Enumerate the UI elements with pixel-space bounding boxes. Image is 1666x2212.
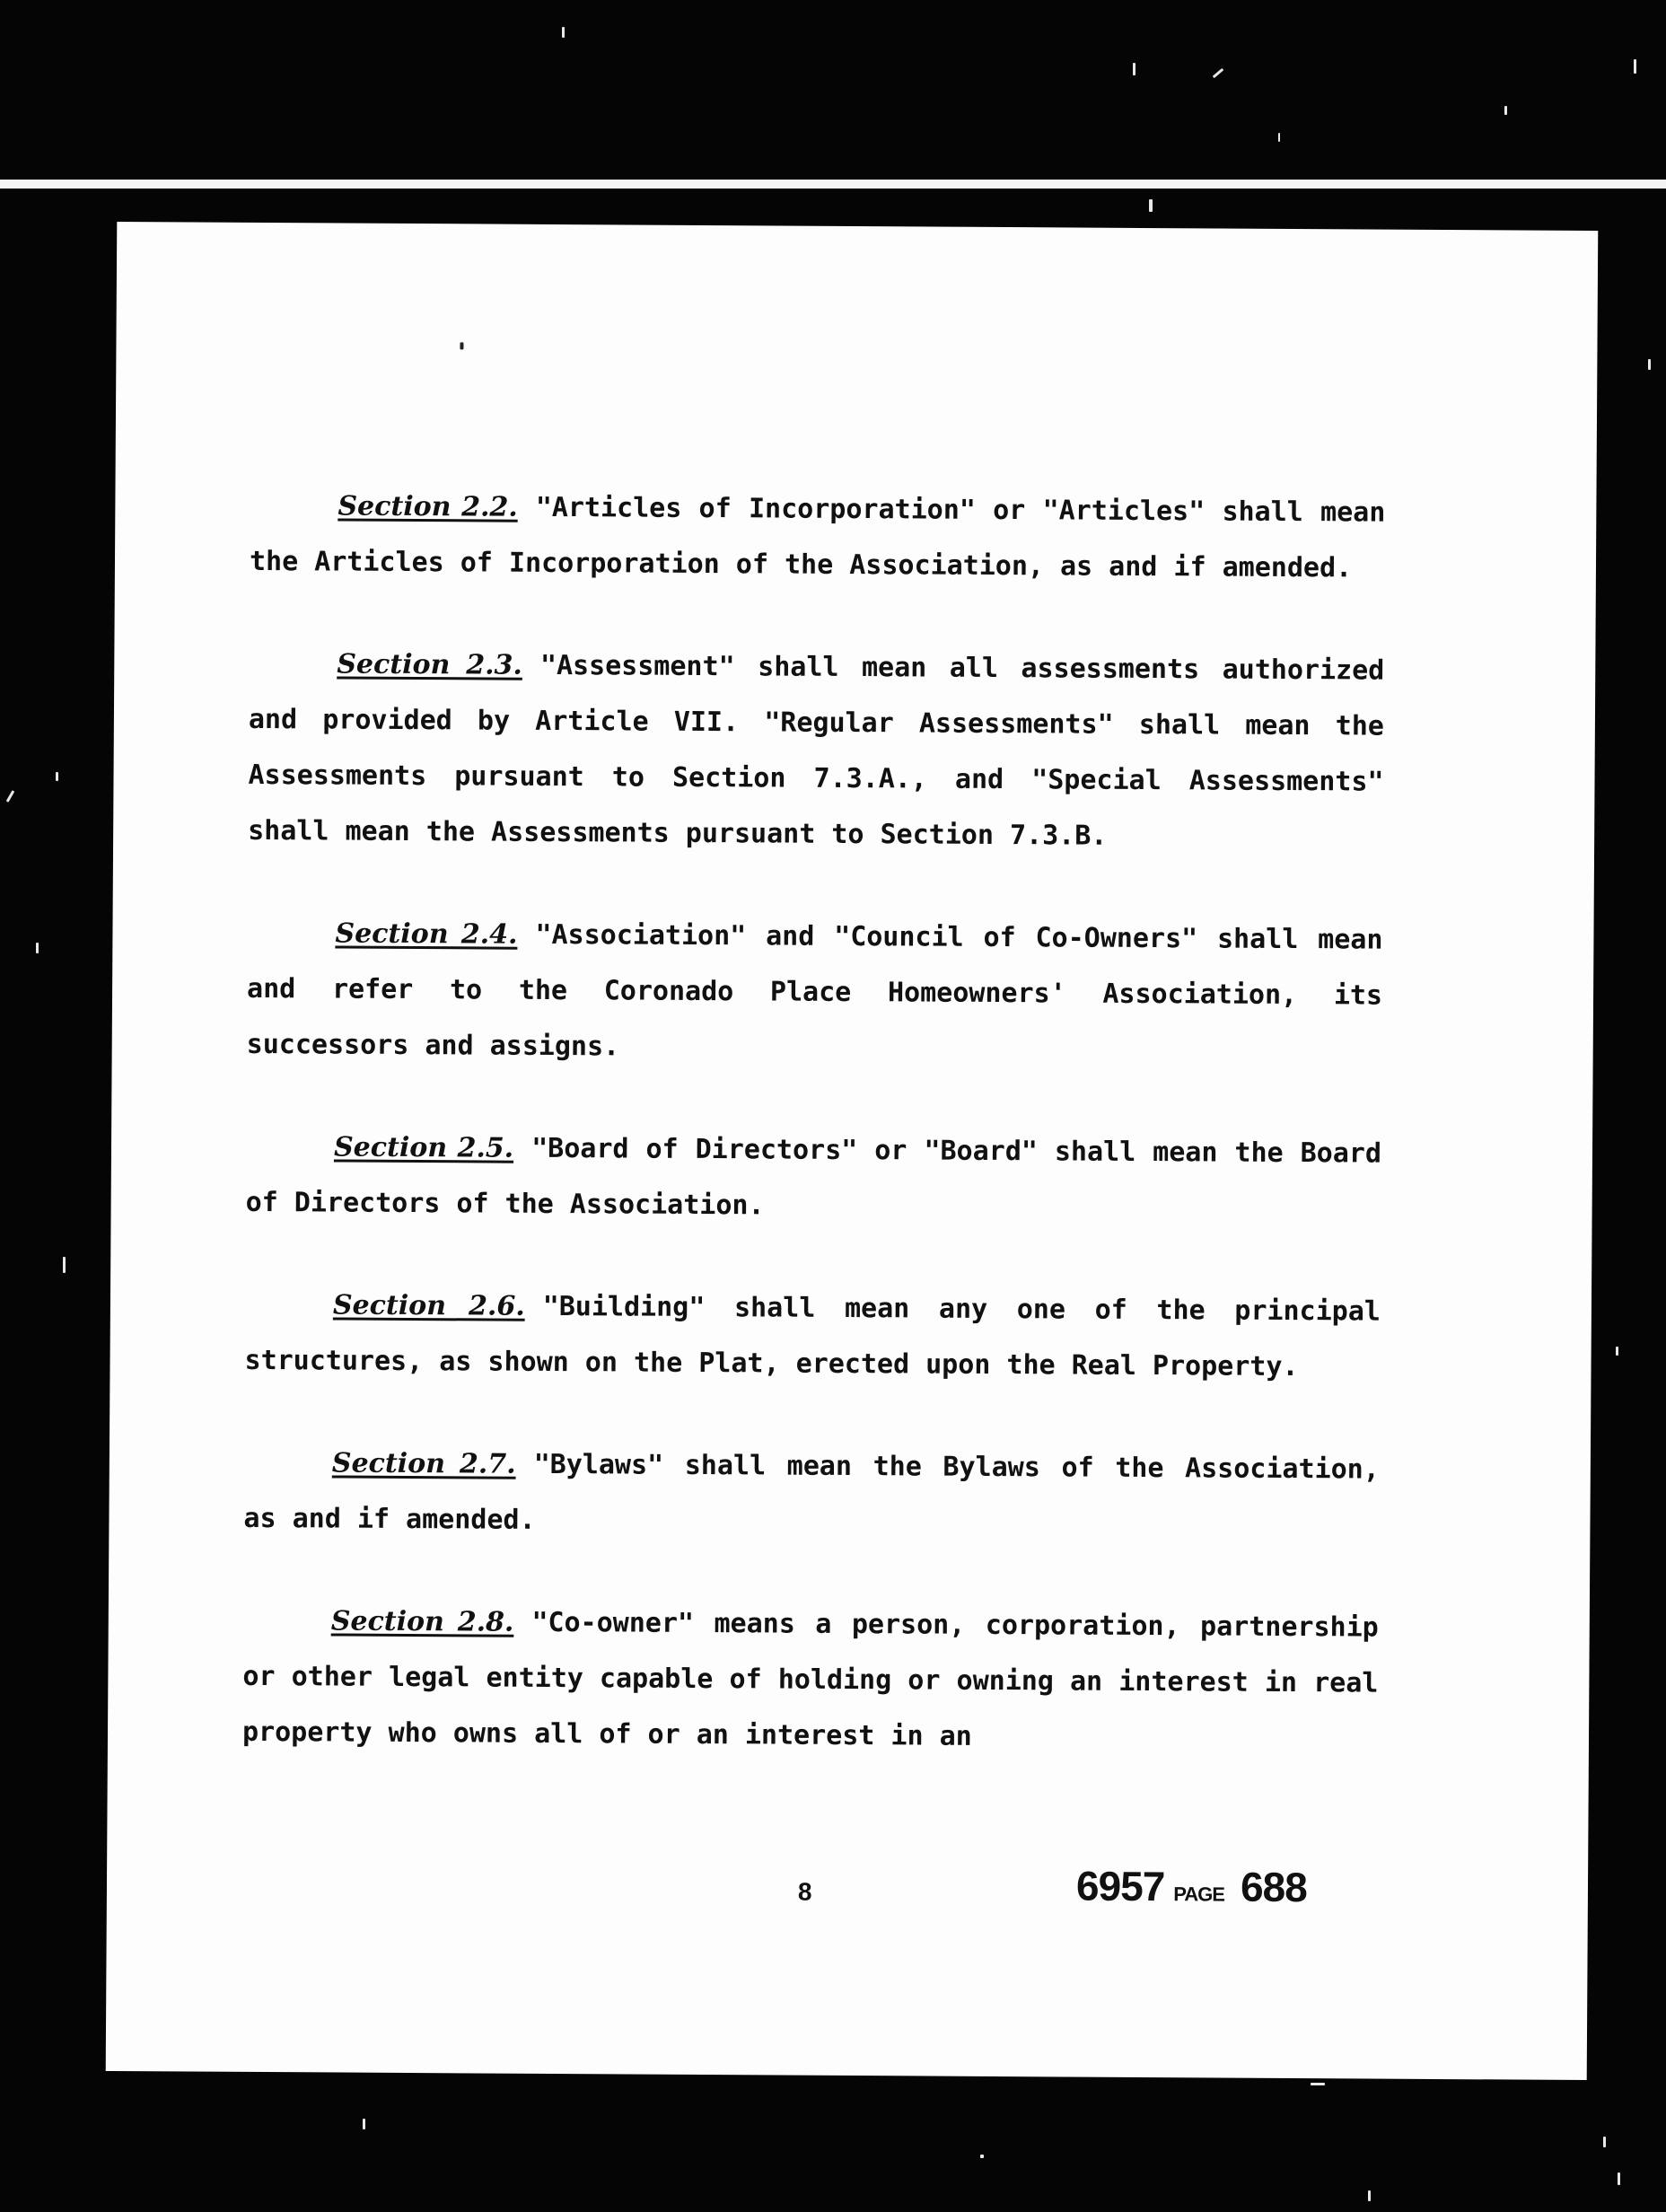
section-text: "Articles of Incorporation" or "Articles" shall mean the Articles of Incorporation of the Association, as and if amended. [249,491,1386,584]
section-text: "Building" shall mean any one of the principal structures, as shown on the Plat, erected upon the Real Property. [244,1290,1381,1383]
scan-speck [980,2155,984,2158]
section-2-7 [243,1435,1380,1554]
scan-speck [1311,2083,1325,2085]
scan-speck [1616,1347,1618,1356]
scan-speck [56,772,58,781]
document-page [106,222,1599,2080]
section-2-3 [248,636,1384,866]
scan-speck [1648,359,1651,370]
paper-speck [460,342,463,349]
scan-speck [562,27,565,38]
section-text: "Assessment" shall mean all assessments authorized and provided by Article VII. "Regular Assessments" shall mean the Assessments pursuant to Section 7.3.A., and "Special Assessments" shall mean the Assessments pursuant to Section 7.3.B. [248,649,1385,852]
scan-speck [1133,63,1136,75]
section-2-5 [245,1119,1381,1238]
scan-border-line [0,180,1666,189]
book-number: 6957 [1075,1862,1165,1910]
scan-speck [36,943,39,953]
scan-speck [1504,106,1507,115]
section-label: Section 2.6. [332,1289,525,1322]
scan-speck [1634,59,1636,74]
section-2-8 [242,1593,1379,1768]
scan-speck [363,2119,365,2129]
scan-speck [1149,199,1153,212]
scan-speck [63,1257,66,1273]
scan-speck [1603,2137,1606,2147]
scan-speck [1213,68,1224,78]
section-label: Section 2.4. [335,917,518,951]
section-text: "Bylaws" shall mean the Bylaws of the Association, as and if amended. [243,1448,1380,1536]
scan-speck [1278,133,1280,142]
section-label: Section 2.8. [330,1605,514,1638]
section-text: "Association" and "Council of Co-Owners" shall mean and refer to the Coronado Place Homeowners' Association, its successors and assigns. [246,918,1383,1063]
scan-speck [1368,2190,1371,2201]
scan-speck [6,790,15,803]
stamp-page-number: 688 [1240,1863,1307,1911]
scan-speck [1618,2172,1620,2185]
section-2-6 [244,1277,1381,1396]
section-label: Section 2.2. [338,490,518,523]
page-number: 8 [797,1877,812,1906]
section-text: "Co-owner" means a person, corporation, partnership or other legal entity capable of holding or owning an interest in real property who owns all of or an interest in an [241,1606,1379,1752]
section-2-4 [247,906,1383,1080]
section-2-2 [250,478,1386,597]
section-label: Section 2.3. [337,648,523,681]
page-label: PAGE [1173,1883,1225,1906]
section-label: Section 2.5. [333,1131,514,1164]
section-text: "Board of Directors" or "Board" shall mean the Board of Directors of the Association. [245,1132,1382,1222]
document-body [242,478,1386,1814]
section-label: Section 2.7. [331,1447,516,1480]
recording-stamp [1076,1862,1307,1912]
